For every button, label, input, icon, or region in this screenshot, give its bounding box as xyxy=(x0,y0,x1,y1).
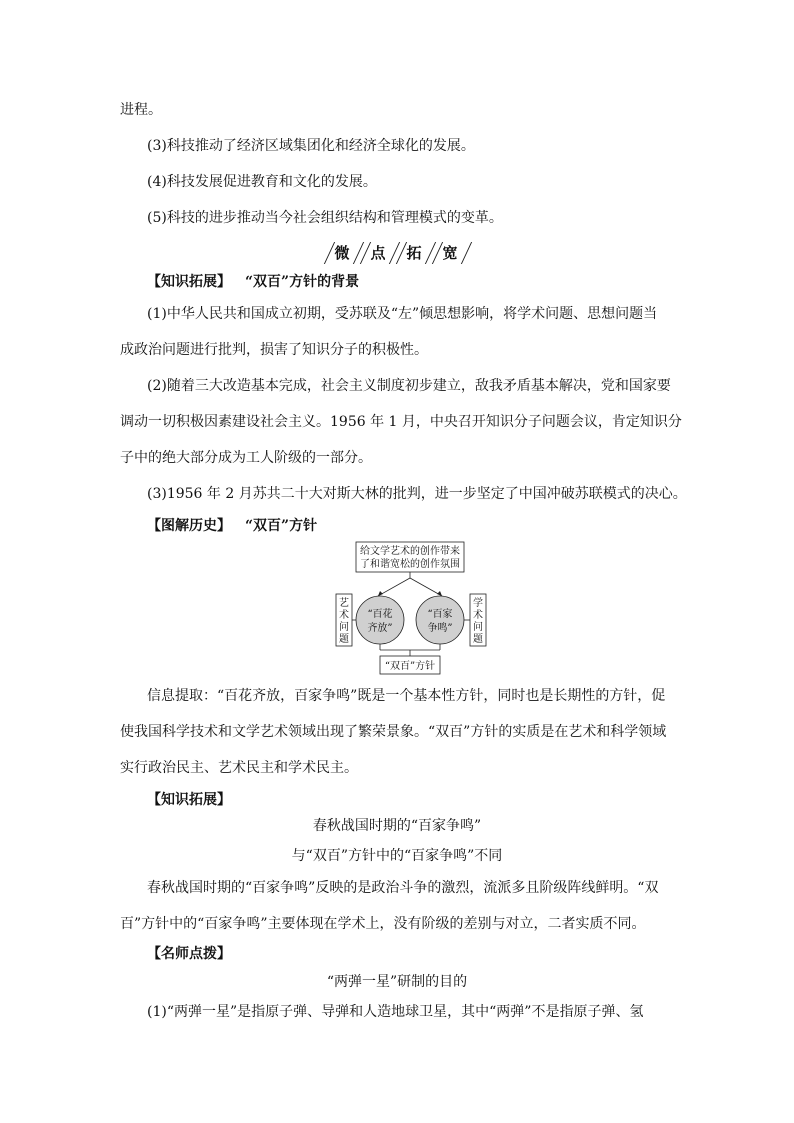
svg-text:“百花: “百花 xyxy=(367,609,393,620)
svg-text:术: 术 xyxy=(473,610,483,621)
svg-text:题: 题 xyxy=(339,634,349,645)
text-line: (1)中华人民共和国成立初期，受苏联及“左”倾思想影响，将学术问题、思想问题当 xyxy=(147,306,658,322)
section-tag: 【图解历史】 xyxy=(147,518,231,534)
text-line: 调动一切积极因素建设社会主义。1956 年 1 月，中央召开知识分子问题会议，肯定知识分 xyxy=(120,414,682,430)
text-line: (4)科技发展促进教育和文化的发展。 xyxy=(147,174,377,190)
shuangbai-diagram xyxy=(330,540,490,678)
section-banner xyxy=(325,242,467,264)
svg-text:术: 术 xyxy=(339,610,349,621)
section-title: “双百”方针 xyxy=(245,518,318,534)
svg-text:“百家: “百家 xyxy=(427,609,453,620)
diagram-top-line2: 了和谐宽松的创作氛围 xyxy=(360,559,460,570)
svg-text:争鸣”: 争鸣” xyxy=(427,623,453,634)
diagram-arrow-right xyxy=(410,578,442,596)
svg-text:艺: 艺 xyxy=(339,598,349,609)
text-line: (5)科技的进步推动当今社会组织结构和管理模式的变革。 xyxy=(147,210,503,226)
text-line: 使我国科学技术和文学艺术领域出现了繁荣景象。“双百”方针的实质是在艺术和科学领域 xyxy=(120,724,667,740)
diagram-circle-baihua xyxy=(356,596,404,644)
section-title: 与“双百”方针中的“百家争鸣”不同 xyxy=(291,848,503,864)
diagram-circle-baijia xyxy=(416,596,464,644)
diagram-bottom-label: “双百”方针 xyxy=(384,661,436,672)
section-tag: 【知识拓展】 xyxy=(147,792,231,808)
text-line: (3)1956 年 2 月苏共二十大对斯大林的批判，进一步坚定了中国冲破苏联模式的决心。 xyxy=(147,486,687,502)
text-line: (1)“两弹一星”是指原子弹、导弹和人造地球卫星，其中“两弹”不是指原子弹、氢 xyxy=(147,1004,644,1020)
text-line: (3)科技推动了经济区域集团化和经济全球化的发展。 xyxy=(147,138,475,154)
section-title: 春秋战国时期的“百家争鸣” xyxy=(312,818,482,834)
banner-char: 拓 xyxy=(397,242,431,264)
svg-text:问: 问 xyxy=(473,622,483,633)
svg-text:齐放”: 齐放” xyxy=(367,623,393,634)
banner-char: 宽 xyxy=(433,242,467,264)
text-line: (2)随着三大改造基本完成，社会主义制度初步建立，敌我矛盾基本解决，党和国家要 xyxy=(147,378,671,394)
diagram-top-line1: 给文学艺术的创作带来 xyxy=(360,546,460,557)
text-line: 春秋战国时期的“百家争鸣”反映的是政治斗争的激烈，流派多且阶级阵线鲜明。“双 xyxy=(147,880,659,896)
text-line: 百”方针中的“百家争鸣”主要体现在学术上，没有阶级的差别与对立，二者实质不同。 xyxy=(120,916,646,932)
svg-text:问: 问 xyxy=(339,622,349,633)
text-line: 子中的绝大部分成为工人阶级的一部分。 xyxy=(120,450,372,466)
section-title: “两弹一星”研制的目的 xyxy=(326,974,468,990)
section-tag: 【名师点拨】 xyxy=(147,946,231,962)
banner-char: 点 xyxy=(361,242,395,264)
section-tag: 【知识拓展】 xyxy=(147,274,231,290)
section-title: “双百”方针的背景 xyxy=(245,274,360,290)
diagram-arrow-left xyxy=(378,578,410,596)
banner-char: 微 xyxy=(325,242,359,264)
text-line: 进程。 xyxy=(120,102,162,118)
text-line: 信息提取：“百花齐放，百家争鸣”既是一个基本性方针，同时也是长期性的方针，促 xyxy=(147,688,666,704)
text-line: 实行政治民主、艺术民主和学术民主。 xyxy=(120,760,358,776)
text-line: 成政治问题进行批判，损害了知识分子的积极性。 xyxy=(120,342,428,358)
svg-text:学: 学 xyxy=(473,598,483,609)
svg-text:题: 题 xyxy=(473,634,483,645)
